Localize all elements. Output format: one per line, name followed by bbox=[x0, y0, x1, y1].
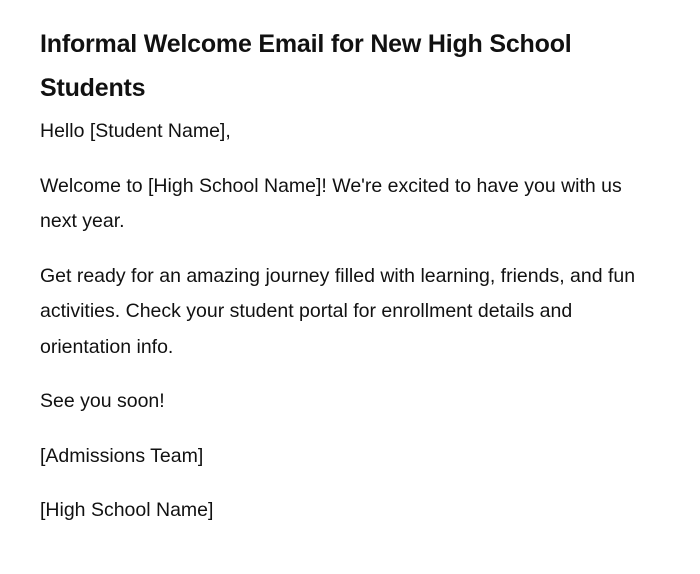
email-document bbox=[40, 22, 640, 548]
signature: [Admissions Team] bbox=[40, 444, 204, 467]
closing: See you soon! bbox=[40, 390, 165, 412]
page-title: Informal Welcome Email for New High School Students bbox=[40, 30, 572, 102]
greeting: Hello [Student Name], bbox=[40, 120, 231, 142]
organization-name: [High School Name] bbox=[40, 499, 214, 521]
details-paragraph: Get ready for an amazing journey filled with learning, friends, and fun activities. Check your student portal for enrollment details and orientation info. bbox=[40, 264, 636, 358]
welcome-paragraph: Welcome to [High School Name]! We're excited to have you with us next year. bbox=[40, 174, 622, 232]
